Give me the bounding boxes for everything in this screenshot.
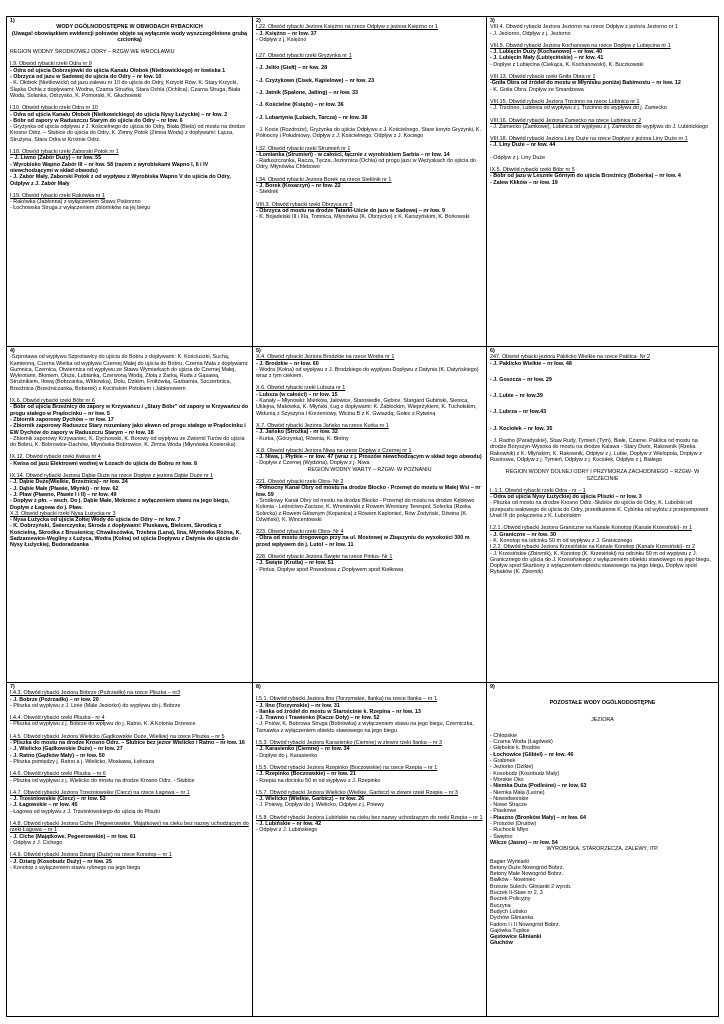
- water-entry: - J. Ilno (Torzymskie) – nr łow. 31: [256, 702, 340, 709]
- water-entry: - K. Dobrzyński, Świerczynka; Skroda z dopływami: Pluskawą, Bielcem, Skrodicą z Kościelną, Skrodka z Brusienicą; Chwaliszówka, Trzebna (Lana), Ilna, Młynówka Różna, K. Sadzarzewice-Węgliny z Łużyca, Wodra (Kolna) od ujścia Dopływu z Datynia do ujścia do Nysy Łużyckiej, Budoradzanka: [10, 523, 241, 549]
- water-entry: REGION WODNY DOLNEJ ODRY I PRZYMORZA ZACHODNIEGO – RZGW- W SZCZECINIE: [505, 469, 700, 482]
- water-entry: - Środkowy Kanał Obry od mostu na drodze Błocko - Przemęt do mostu na drodze Kębłowo Kolonia - Leśnictwo-Zacisze, K. Wroniewski z Rowem Wroniany Terespol, Solecka (Rzeka Solecka) z Rowem Głównym (Kopanica) z Rowem Kaplonieć, Rów Żodyński, Dźwina (K. Dźwiński), K. Wincentowski: [256, 497, 475, 523]
- district-heading: VIII.18. Obwód rybacki Jeziora Liny Duże na rzece Dopływ z jeziora Liny Duże nr 1: [490, 136, 688, 143]
- water-entry: JEZIORA: [591, 716, 614, 723]
- water-entry: Betony Duże Nowogród Bobrz.: [490, 864, 565, 871]
- water-entry: - Jeziorko (Dzikie): [490, 764, 534, 771]
- district-heading: I.4.5. Obwód rybacki Jeziora Wielicko (Gądkowskie Duże, Wielkie) na rzece Pliszka – nr 5: [10, 733, 225, 740]
- water-entry: - Obra od mostu drogowego przy na ul. Mostowej w Zbąszyniu do wysokości 300 m przed wpływem do j. Lutol – nr łow. 11: [256, 535, 470, 548]
- district-heading: X.3. Obwód rybacki rzeki Nysa Łużycka nr 3: [10, 510, 116, 517]
- water-entry: - K. Bojadelski III i IIIa, Tomnica, Młynówka (K. Obrzycko) z K. Karszyńskim, K. Borkowski: [256, 214, 470, 221]
- water-entry: - Grabinek: [490, 758, 516, 765]
- water-entry: - Zbiornik zaporowy Krzywaniec, K. Dychowski, K. Borowy od wypływu ze Zwiornii Turów do ujścia do Bobru, K. Bobrowice-Dachów, Młynówka Bobrowice, K. Zimna Woda (Młynówka Kosierska): [10, 435, 245, 449]
- water-entry: - Pliszka do mostu na drodze Krosno Odrz. – Słubice bez jezior Wielicko i Ratno – nr łow. 16: [10, 740, 245, 747]
- table-row: [7, 347, 719, 683]
- water-entry: - Ilanka od źródeł do mostu w Starościnie k. Rzepina – nr łow. 13: [256, 708, 421, 715]
- cell-number: 5): [256, 348, 261, 354]
- water-entry: - J. Trześniowskie (Ciecz) – nr łow. 53: [10, 796, 106, 803]
- water-entry: - J. Jelito (Giełt) – nr łow. 28: [256, 65, 328, 72]
- district-heading: I. 1.1. Obwód rybacki rzeki Odra - nr – 1: [490, 487, 586, 494]
- water-entry: - Głębokie k. Brodów: [490, 745, 541, 752]
- table-row: [7, 683, 719, 1017]
- water-entry: Gęstowice Glinianki: [490, 934, 542, 941]
- region-cell: [487, 17, 719, 347]
- region-cell: [253, 17, 487, 347]
- water-entry: - Odra od ujścia Nysy Łużyckiej do ujścia Pliszki – nr łow. 3: [490, 494, 642, 501]
- district-heading: VIII.3. Obwód rybacki rzeki Obrzyca nr 3: [256, 201, 353, 208]
- water-entry: Dychów Glinianka: [490, 915, 534, 922]
- district-heading: IX.6. Obwód rybacki rzeki Bóbr nr 6: [10, 398, 95, 405]
- water-entry: Buczyna: [490, 902, 511, 909]
- water-entry: - Odra od ujścia Kanału Ołobok (Nietkowickiego) do ujścia Nysy Łużyckiej – nr łow. 2: [10, 111, 228, 118]
- region-cell: [7, 683, 253, 1017]
- district-heading: I.22. Obwód rybacki Jeziora Księżno na rzece Odpływ z jeziora Księżno nr 1: [256, 24, 438, 31]
- water-entry: - Pliszka od wypływu z J. Linie (Małe Jeziorko) do wypływu do j. Bobrze: [10, 702, 181, 709]
- water-entry: Białków - Nowiniec: [490, 877, 536, 884]
- water-entry: - Odpływ z j. Liny Duże: [490, 154, 546, 161]
- district-heading: I.4.9. Obwód rybacki Jeziora Dziarg (Duże) na rzece Konotop – nr 1: [10, 852, 172, 859]
- table-row: [7, 17, 719, 347]
- water-entry: Brzezie Sulech. Glinianki 2 wyrob.: [490, 883, 572, 890]
- region-cell: [7, 347, 253, 683]
- region-cell: [7, 17, 253, 347]
- water-entry: - J. Pław (Pławno, Pławie I i II) – nr łow. 49: [10, 491, 117, 498]
- water-entry: - Łochowice (Glibiel) – nr łow. 46: [490, 751, 574, 758]
- district-heading: I.4.8. Obwód rybacki Jeziora Ciche (Pegeerowskie, Majątkowe) na cieku bez nazwy uchodzącym do rzeki Łagowa – nr 1: [10, 821, 249, 834]
- water-entry: - J. Lubrza – nr łow.43: [490, 409, 547, 416]
- water-entry: (Uwaga! obowiązkiem ewidencji połowów objęte są wyłącznie wody wyszczególnione grubą czcionką): [11, 30, 248, 43]
- water-entry: - J. Kościelne (Księże) – nr łow. 36: [256, 102, 344, 109]
- water-entry: - Pintus, Dopływ spod Powodowa z Dopływem spod Kiełkowa: [256, 566, 404, 573]
- district-heading: I.4.3. Obwód rybacki Jeziora Bobrze (Poźrzadło) na rzece Pliszka – nr3: [10, 690, 181, 697]
- spacer: [490, 723, 715, 733]
- water-entry: - Dopływ do j. Karasienko: [256, 752, 318, 759]
- water-entry: - Odpływ z J. Cichego: [10, 839, 63, 846]
- water-entry: Gajówka Tuplice: [490, 927, 530, 934]
- water-entry: - Wodra (Kolna) od wypływu z J. Brodzkiego do wypływu Dopływu z Datynia (K. Datyńskiego) wraz z tym ciekiem.: [256, 366, 479, 380]
- water-entry: - Odpływ z j. Księżno: [256, 36, 307, 43]
- water-entry: - Łochowska Struga z wyłączeniem zbiorników na jej biegu: [10, 205, 151, 212]
- water-entry: - J. Karasienko (Ciemne) – nr łow. 34: [256, 746, 350, 753]
- district-heading: I.18. Obwód rybacki rzeki Zaborski Potok nr 1: [10, 149, 119, 156]
- water-entry: - Odpływ z J. Lubińskiego: [256, 827, 318, 834]
- water-entry: - J. Borek (Kosarzyn) – nr łow. 22: [256, 183, 341, 190]
- water-entry: - Niemka Mała (Leśne): [490, 789, 545, 796]
- spacer: [490, 690, 715, 700]
- water-entry: - Nowodworskie: [490, 795, 529, 802]
- district-heading: I.19. Obwód rybacki rzeki Rakówka nr 1: [10, 192, 105, 199]
- water-entry: - K. Konotop na odcinku 50 m od wypływu z J. Granicznego: [490, 537, 633, 544]
- cell-number: 1): [10, 18, 15, 24]
- water-entry: - J. Niwa, j. Płytkie – nr łow. 47 (wraz z j. Proszów niewchodzącym w skład tego obwodu): [256, 454, 482, 461]
- water-entry: Bagier Wymiarki: [490, 858, 530, 865]
- water-entry: - Gryżynka od ujścia odpływu z J. Kościelnego do ujścia do Odry, Biała (Biela) od mostu na drodze Krosno Odrz. – Słubice do ujścia do Odry, K. Zimny Potok (Zimna Woda) z dopływami: Łącza, Strużyna, Stara Odra w Krośnie Odrz.: [10, 124, 246, 143]
- water-entry: - J. Brodzkie – nr łow. 60: [256, 360, 319, 367]
- water-entry: - J. Dąbie Duże(Wielkie, Brzeźnica)– nr łow. 24: [10, 479, 128, 486]
- district-heading: I.5.5. Obwód rybacki Jeziora Rzepinko (Boczowskie) na rzece Rzepia – nr 1: [256, 764, 438, 771]
- water-entry: - Wyrobisko Wapno Zabór III – nr łow. 58 (razem z wyrobiskami Wapno I, II i IV niewchodzącymi w skład obwodu): [10, 161, 209, 174]
- district-heading: VIII.5. Obwód rybacki Jeziora Kochanowo na rzece Dopływ z Lubięcina nr 1: [490, 42, 671, 49]
- district-heading: 228. Obwód rybacki Jeziora Święte na rzece Pintus- Nr 1: [256, 554, 393, 561]
- water-entry: Buczek Policyjny: [490, 896, 531, 903]
- water-entry: - Dopływ z płn. – wsch. Do j. Dąbie Małe, Mokrzec z wyłączeniem stawu na jego biegu, Dopływ z Łagowa do j. Pław.: [10, 498, 230, 511]
- water-entry: - Rzepia na docinku 50 m od wypływu z J. Rzepinko: [256, 777, 381, 784]
- district-heading: VIII.16. Obwód rybacki Jeziora Zamecko na rzece Lubinica nr 2: [490, 117, 642, 124]
- water-entry: - Bóbr od zapory w Raduszczu Starym do ujścia do Odry – nr łow. 6: [10, 117, 183, 124]
- spacer: [256, 43, 483, 53]
- water-entry: - Zbiornik zaporowy Dychów – nr łow. 17: [10, 416, 114, 423]
- cell-number: 2): [256, 18, 261, 24]
- district-heading: I.10. Obwód rybacki rzeki Odra nr 10: [10, 105, 98, 112]
- water-entry: - J. Zabór Mały, Zaborski Potok z od wypływu z Wyrobiska Wapno V do ujścia do Odry, Odpływ z J. Zabór Mały: [10, 174, 231, 187]
- spacer: [490, 707, 715, 717]
- spacer: [490, 399, 715, 409]
- water-entry: - J. Kociołek – nr łow. 35: [490, 425, 553, 432]
- water-entry: - J. Radno (Paradyskie), Staw Rudy, Tymień (Tym), Białe, Czarne. Paklica od mostu na drodze Boryszyn-Wysoka do mostu na drodze Kalawa - Stary Dwór, Rakownik (Rzeka Rakownik) z K. Młyńskim, K. Rakownik, Odpływ z j. Lubie, Dopływ z Wielopola, Dopływ z Rusinowa, Odpływ z j. Tymień, Odpływ z j. Kociołek, Odpływ z j. Białego: [490, 438, 702, 463]
- cell-number: 9): [490, 684, 495, 690]
- water-entry: WODY OGÓLNODOSTĘPNE W OBWODACH RYBACKICH: [56, 24, 203, 31]
- water-entry: - J. Paklicko Wielkie – nr łow. 48: [490, 360, 572, 367]
- cell-number: 4): [10, 348, 15, 354]
- district-heading: I.4.4. Obwód rybacki rzeki Pliszka - nr 4: [10, 715, 105, 722]
- water-entry: - Zalew Klików – nr łow. 19: [490, 179, 558, 186]
- district-heading: IX.14. Obwód rybacki Jeziora Dąbie Duże na rzece Dopływ z jeziora Dąbie Duże nr 1: [10, 473, 214, 480]
- district-heading: X.6. Obwód rybacki rzeki Lubsza nr 1: [256, 385, 346, 392]
- district-heading: I.34. Obwód rybacki Jeziora Borek na rzece Steklnik nr 1: [256, 176, 392, 183]
- region-cell: [253, 683, 487, 1017]
- water-entry: - Kurka, (Górzynka), Równia, K. Błotny: [256, 435, 349, 442]
- cell-number: 3): [490, 18, 495, 24]
- district-heading: X.7. Obwód rybacki Jeziora Jańsko na rzece Kurka nr 1: [256, 422, 389, 429]
- water-entry: - Obrzyca od jazu w Sadowej do ujścia do Odry – nr łow. 10: [10, 74, 162, 81]
- water-entry: - J. Lubińskie – nr łow. 42: [256, 821, 322, 828]
- water-entry: - J. Księżno – nr łow. 37: [256, 30, 317, 37]
- water-entry: - J. Ciche (Majątkowe, Pegeerowskie) – nr łow. 61: [10, 833, 136, 840]
- water-entry: - Lubsza (w całości) – nr łow. 15: [256, 391, 338, 398]
- water-entry: - Pliszka od mostu na drodze Krosno Odrz.-Słubice do ujścia do Odry, K. Lubolski od przepustu wałowego do ujścia do Odry, przedłużenie K. Cybinka od wylotu z przepompowni Urad III do połączenia z K. Łuboriskim: [490, 500, 709, 520]
- water-entry: - K. Gniła Obra, Dopływ ze Smardzewa: [490, 86, 584, 93]
- district-heading: I.32. Obwód rybacki rzeki Strumień nr 1: [256, 145, 351, 152]
- water-entry: - J. Jańsko (Strożka) - nr łow. 32: [256, 429, 338, 436]
- water-entry: - Piaskowe: [490, 808, 517, 815]
- water-entry: - Rakówka (Jabłonna) z wyłączeniem Stawu Piskorzno: [10, 199, 141, 206]
- water-entry: - J. Wielicko (Gądkowskie Duże) – nr łow. 27: [10, 746, 123, 753]
- water-entry: - J. Święte (Krutla) – nr łow. 51: [256, 560, 334, 567]
- water-entry: - Północny Kanał Obry od mostu na drodze Błocko - Przemęt do mostu w Małej Wsi – nr łow. 59: [256, 485, 481, 498]
- water-entry: - Łomianka (Strumień) - w całości, łącznie z wyrobiskiem Sarbia – nr łow. 14: [256, 151, 450, 158]
- district-heading: I.27. Obwód rybacki rzeki Gryżynka nr 1: [256, 53, 352, 60]
- water-entry: - J. Dąbie Małe (Pławie, Młynki) - nr łow. 62: [10, 485, 119, 492]
- district-heading: I.5.3. Obwód rybacki Jeziora Karasienko (Ciemne) w zlewni rzeki Ilanka – nr 3: [256, 740, 443, 747]
- district-heading: VIII.13. Obwód rybacki rzeki Gniła Obra nr 1: [490, 74, 596, 81]
- fishing-waters-table: [6, 16, 719, 1017]
- cell-number: 7): [10, 684, 15, 690]
- water-entry: - Konotop z wyłączeniem stawu rybnego na jego biegu: [10, 864, 141, 871]
- water-entry: - Świętno: [490, 833, 513, 840]
- water-entry: - Czarna Woda (Łagówek): [490, 739, 553, 746]
- water-entry: - Morskie Oko: [490, 776, 524, 783]
- water-entry: Budych Lubsko: [490, 908, 527, 915]
- district-heading: I.5.8. Obwód rybacki Jeziora Lubińskie na cieku bez nazwy uchodzącym do rzeki Rzepia – nr 1: [256, 814, 483, 821]
- water-entry: - K. Ołobok (Nietkowicki) od jazu zalewu nr 10 do ujścia do Odry, Krzycki Rów, K. Stary Krzycki, Śląska Ochla z dopływami: Wodna, Czarna Strużka, Stara Ochla (Ochlica), Czarna Struga, Biała Woda, Solanka, Odrzysko, K. Pomorski, K. Głuchowski: [10, 80, 241, 99]
- region-cell: [487, 347, 719, 683]
- cell-number: 8): [256, 684, 261, 690]
- water-entry: - J. Łagowskie – nr łow. 45: [10, 802, 78, 809]
- district-heading: I.2.1. Obwód rybacki Jeziora Graniczne na Kanale Konotop (Kanale Krzesiński)- nr 1: [490, 525, 692, 532]
- water-entry: - J. Lubięcin Mały (Lubięcińskie) – nr łow. 41: [490, 55, 604, 62]
- district-heading: I.2.2. Obwód rybacki Jeziora Krzesińskie na Kanale Konotop (Kanale Krzesiński)- nr 2: [490, 544, 695, 551]
- water-entry: - J. Lubartynia (Lubach, Tarcza) – nr łow. 38: [256, 114, 368, 121]
- water-entry: - J. Goszcza – nr łow. 29: [490, 376, 552, 383]
- district-heading: 221. Obwód rybacki rzeki Obra- Nr 2: [256, 479, 344, 486]
- water-entry: – J. Liwno (Zabór Duży) – nr łow. 55: [10, 155, 102, 162]
- water-entry: - J. Dziarg (Kosobudz Duży) – nr łow. 25: [10, 858, 112, 865]
- water-entry: - Nowe Strącze: [490, 802, 527, 809]
- water-entry: - Dopływ z Czernej (Wydzina), Dopływ z j. Niwa: [256, 460, 370, 467]
- water-entry: - Piaszno (Bronków Mały) – nr łow. 64: [490, 814, 586, 821]
- water-entry: - Zbiornik zaporowy Raduszcz Stary rozumiany jako akwen od progu stałego w Prądocinku i EW Dychów do zapory w Raduszczu Starym – nr łow. 18: [10, 423, 246, 436]
- water-entry: Fadom I i II Nowogród Bobrz.: [490, 921, 561, 928]
- district-heading: I.4.6. Obwód rybacki rzeki Pliszka – nr 6: [10, 771, 106, 778]
- water-entry: - J. Lubięcin Duży (Kochanowo) – nr łow. 40: [490, 49, 603, 56]
- water-entry: Buczek II-Staw nr 2, 3: [490, 890, 543, 897]
- water-entry: - J. Trawno i Trawienko (Kacze Doły) – nr łow. 52: [256, 715, 380, 722]
- water-entry: VIII.4. Obwód rybacki Jeziora Jeziorno na rzece Odpływ z jeziora Jeziorno nr 1: [490, 24, 678, 31]
- water-entry: REGION WODNY WARTY – RZGW- W POZNANIU: [307, 466, 432, 473]
- water-entry: - Steklnik: [256, 189, 279, 196]
- water-entry: - J. Wielicko (Wielkie, Garbicz) – nr łow. 26: [256, 796, 365, 803]
- district-heading: I.5.1. Obwód rybacki Jeziora Ilno (Torzymskie, Ilanka) na rzece Ilanka – nr 1: [256, 696, 437, 703]
- district-heading: 223. Obwód rybacki rzeki Obra- Nr 4: [256, 529, 344, 536]
- water-entry: - Bóbr od ujścia Brzeźnicy do zapory w Krzywańcu i „Stary Bóbr” od zapory w Krzywańcu do progu stałego w Prądocinku – nr łow. 5: [10, 404, 249, 417]
- district-heading: X.4. Obwód rybacki Jeziora Brodzkie na rzece Wodra nr 1: [256, 354, 395, 361]
- water-entry: - J. Pniewy, Dopływ do j. Wielicko, Odpływ z j. Pniewy: [256, 802, 385, 809]
- water-entry: - J. Kocie (Rozdroże), Gryżynka do ujścia Odpływu z J. Kościelnego, Stare koryto Gryżynki, K. Północny i Południowy, Odpływ z J. Kościelnego, Odpływ z J. Kociego: [256, 126, 481, 140]
- water-entry: - J. Czyżykowo (Cisek, Kąpielowe) – nr łow. 23: [256, 77, 375, 84]
- water-entry: - Dopływ z Lubięcina (Ciekąca, K. Kochanowski), K. Buczkowski: [490, 61, 644, 68]
- water-entry: - Niemka Duża (Podleśne) – nr łow. 63: [490, 783, 587, 790]
- water-entry: - Kosobudz (Kosobudz Mały): [490, 770, 560, 777]
- water-entry: - J. Krzesińskie (Zbiornik), K. Konotop (K. Krzesiński) na odcinku 50 m od wypływu z J. Granicznego do ujścia do J. Krzesińskiego z wyłączeniem obiektu stawowego na jego biegu, Dopływ spod Skarbony z wyłączeniem obiektu stawowego na jego biegu, Dopływ spod Rybaków (K. Zbiornik): [490, 550, 711, 576]
- water-entry: - J. Zamecko (Zamkowe), Lubinica od wypływu z j. Zamecko do wypływu do J. Lubinickiego: [490, 123, 709, 130]
- cell-number: 6): [490, 348, 495, 354]
- district-heading: 247. Obwód rybacki jeziora Paklicko Wielkie na rzece Paklica- Nr 2: [490, 354, 650, 361]
- water-entry: - Chłopskie: [490, 732, 517, 739]
- spacer: [490, 367, 715, 377]
- water-entry: - Łagowa od wypływu z J. Trześniowskiego do ujścia do Pliszki: [10, 808, 160, 815]
- water-entry: - J. Rzepinko (Boczowskie) – nr łow. 21: [256, 771, 356, 778]
- water-entry: - Proszów (Drutów): [490, 821, 537, 828]
- water-entry: - J. Liny Duże – nr łow. 44: [490, 142, 556, 149]
- district-heading: X.8. Obwód rybacki Jeziora Niwa na rzece Dopływ z Czernej nr 1: [256, 447, 412, 454]
- water-entry: WYROBISKA, STARORZECZA, ZALEWY, ITP.: [546, 846, 659, 853]
- water-entry: - Pliszka od wypływu z j. Bobrze do wpływu do j. Ratno, K. A Kolonia Drzewce: [10, 721, 196, 728]
- water-entry: - Nysa Łużycka od ujścia Żołtej Wody do ujścia do Odry – nr łow. 7: [10, 517, 181, 524]
- water-entry: - J. Jeziorno, Odpływ z j. Jeziorno: [490, 30, 571, 37]
- spacer: [490, 416, 715, 426]
- water-entry: - J. Lubie – nr łow.39: [490, 393, 543, 400]
- water-entry: - J. Graniczne – nr łow. 30: [490, 531, 557, 538]
- water-entry: - Kanały – Młynówki: Mierków, Jałowice, Starosiedle, Gębice, Stargard Gubiński, Sienica, Uklejna, Makówka, K. Młyński, Ług z dopływami: K. Żabłockim, Wieprzykiem, K. Tuchołskim, Widunią z Szyszyna i Korzeniowy, Wicina B z K. Gwiazdą; Gołec z Rytwiną: [256, 398, 477, 417]
- water-entry: REGION WODNY ŚRODKOWEJ ODRY – RZGW WE WROCŁAWIU: [10, 49, 175, 56]
- water-entry: - Bóbr od jazu w Lesznie Górnym do ujścia Brzeźnicy (Boberka) – nr łow. 4: [490, 173, 681, 180]
- water-entry: - Ruchocki Młyn: [490, 827, 529, 834]
- water-entry: - Raduszczanka, Racza, Tęcza, Jeziornica (Ochla) od progu jazu w Wężyskach do ujścia do Odry, Młynówka Chlebowo: [256, 158, 476, 171]
- water-entry: Głuchów: [490, 940, 513, 947]
- water-entry: Betony Małe Nowogród Bobrz.: [490, 871, 564, 878]
- water-entry: -Gniła Obra od źródeł do mostu w Młynisku poniżej Babimostu – nr łow. 12: [490, 80, 681, 87]
- district-heading: VIII.15. Obwód rybacki Jeziora Trzcinno na rzece Lubinica nr 1: [490, 98, 640, 105]
- district-heading: I.9. Obwód rybacki rzeki Odra nr 9: [10, 61, 92, 68]
- water-entry: - J. Bobrze (Poźrzadło) – nr łow. 20: [10, 696, 99, 703]
- water-entry: - J. Jatnik (Spalone, Jatiing) – nr łow. 33: [256, 90, 358, 97]
- district-heading: I.4.7. Obwód rybacki Jeziora Trześniowskie (Ciecz) na rzece Łagowa – nr 1: [10, 789, 190, 796]
- water-entry: -Szprotawa od wypływu Szprotawicy do ujścia do Bobru z dopływami: K. Kościuszki, Suchą, Kamienną, Czerna Wielka od wypływu Czernej Małej do ujścia do Bobru, Czerna Mała z dopływami: Gumnica, Czernica, Otwiennica od wypływu ze Stawu Wymiarkach do ujścia do Czernej Małej, Wykrotami, Błoniem, Olsza, Łubianką, Czerwoną Wodą, Złotą z Żarką, Ruda z Gąsawą, Struśnikiem, Iłową (Bobrzanka, Witkówka), Dołu, Dzikim, Frołtówką, Garbarnia, Szczerbnica, Brzeźnica (Brzeźniczanka, Boberek) z Kocińskim Potokiem i Jabłonowem: [10, 354, 249, 392]
- district-heading: IX.5. Obwód rybacki rzeki Bóbr nr 5: [490, 167, 575, 174]
- water-entry: - Pliszka pomiędzy j. Ratno a j. Wielicko, Moskawa, Łękosza: [10, 758, 155, 765]
- water-entry: - Pliszka od wypływu z j. Wielicko do mostu na drodze Krosno Odrz. - Słubice: [10, 777, 195, 784]
- district-heading: I.5.7. Obwód rybacki Jeziora Wielicko (Wielkie, Garbicz) w zlewni rzeki Rzepia – nr 3: [256, 789, 458, 796]
- region-cell: [487, 683, 719, 1017]
- water-entry: - Obrzyca od mostu na drodze Tatarki-Uście do jazu w Sadowej – nr łow. 9: [256, 207, 446, 214]
- region-cell: [253, 347, 487, 683]
- water-entry: - Kwisa od jazu Elektrowni wodnej w Łozach do ujścia do Bobru nr łow. 8: [10, 460, 197, 467]
- water-entry: - J. Trzcinno, Lubinica od wypływu z j. Trzcinno do wypływu do j. Zamecko: [490, 105, 667, 112]
- water-entry: - J. Pniów, K. Bobrowa Struga (Bobrówka) z wyłączeniem stawu na jego biegu, Czerniczka, Tarnawka z wyłączeniem obiektu stawowego na jego biegu: [256, 721, 474, 734]
- water-entry: - Odra od ujścia Dobrzejówki do ujścia Kanału Ołobok (Nietkowickiego) nr łowiska 1: [10, 67, 226, 74]
- district-heading: IX.12. Obwód rybacki rzeki Kwisa nr 4: [10, 454, 101, 461]
- water-entry: POZOSTAŁE WODY OGÓLNODOSTĘPNE: [549, 700, 656, 707]
- water-entry: - J. Ratno (Gądków Mały) – nr łow. 50: [10, 752, 105, 759]
- spacer: [490, 383, 715, 393]
- water-entry: Wilcze (Jasne) – nr łow. 54: [490, 839, 558, 846]
